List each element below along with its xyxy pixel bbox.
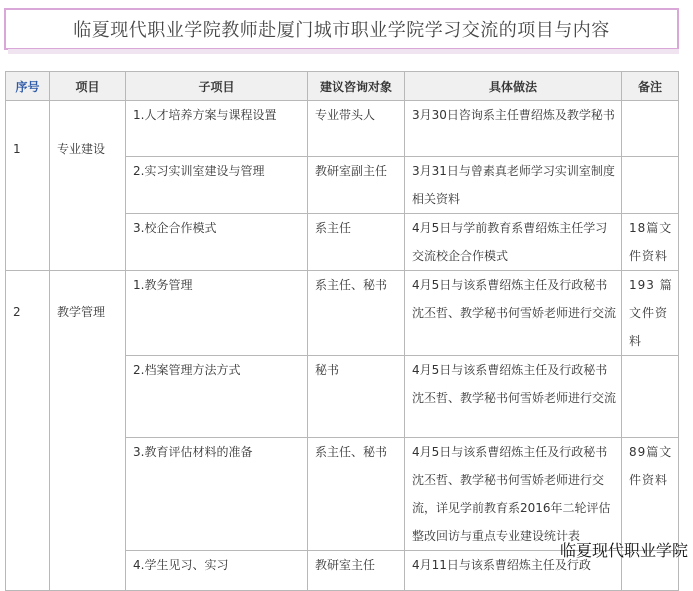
method-cell: 4月11日与该系曹绍炼主任及行政 [405, 551, 622, 591]
watermark: 临夏现代职业学院 [560, 541, 689, 560]
document-title: 临夏现代职业学院教师赴厦门城市职业学院学习交流的项目与内容 [73, 20, 610, 41]
method-cell: 4月5日与该系曹绍炼主任及行政秘书沈丕哲、教学秘书何雪娇老师进行交流 [405, 271, 622, 356]
method-cell: 3月30日咨询系主任曹绍炼及教学秘书 [405, 101, 622, 157]
consult-cell: 系主任、秘书 [308, 271, 405, 356]
consult-cell: 教研室副主任 [308, 157, 405, 214]
method-cell: 3月31日与曾素真老师学习实训室制度相关资料 [405, 157, 622, 214]
consult-cell: 秘书 [308, 356, 405, 438]
method-cell: 4月5日与学前教育系曹绍炼主任学习交流校企合作模式 [405, 214, 622, 271]
document-title-box [4, 8, 679, 50]
header-remark: 备注 [622, 72, 679, 101]
header-project: 项目 [50, 72, 126, 101]
consult-cell: 专业带头人 [308, 101, 405, 157]
group-no: 1 [6, 101, 50, 271]
table-row [6, 101, 679, 157]
consult-cell: 系主任、秘书 [308, 438, 405, 551]
group-project: 专业建设 [50, 101, 126, 271]
sub-project-cell: 2.档案管理方法方式 [126, 356, 308, 438]
header-method: 具体做法 [405, 72, 622, 101]
table-header-row [6, 72, 679, 101]
group-project: 教学管理 [50, 271, 126, 591]
title-shadow [8, 49, 679, 54]
remark-cell: 18篇文件资料 [622, 214, 679, 271]
consult-cell: 教研室主任 [308, 551, 405, 591]
sub-project-cell: 3.教育评估材料的准备 [126, 438, 308, 551]
header-no: 序号 [6, 72, 50, 101]
consult-cell: 系主任 [308, 214, 405, 271]
table-row [6, 271, 679, 356]
sub-project-cell: 4.学生见习、实习 [126, 551, 308, 591]
method-cell: 4月5日与该系曹绍炼主任及行政秘书沈丕哲、教学秘书何雪娇老师进行交流，详见学前教育系2016年二轮评估整改回访与重点专业建设统计表 [405, 438, 622, 551]
remark-cell [622, 157, 679, 214]
sub-project-cell: 2.实习实训室建设与管理 [126, 157, 308, 214]
method-cell: 4月5日与该系曹绍炼主任及行政秘书沈丕哲、教学秘书何雪娇老师进行交流 [405, 356, 622, 438]
sub-project-cell: 3.校企合作模式 [126, 214, 308, 271]
group-no: 2 [6, 271, 50, 591]
remark-cell: 89篇文件资料 [622, 438, 679, 551]
remark-cell: 193 篇文件资料 [622, 271, 679, 356]
remark-cell [622, 356, 679, 438]
header-sub-project: 子项目 [126, 72, 308, 101]
header-consult: 建议咨询对象 [308, 72, 405, 101]
sub-project-cell: 1.教务管理 [126, 271, 308, 356]
sub-project-cell: 1.人才培养方案与课程设置 [126, 101, 308, 157]
project-table [5, 71, 679, 591]
remark-cell [622, 101, 679, 157]
